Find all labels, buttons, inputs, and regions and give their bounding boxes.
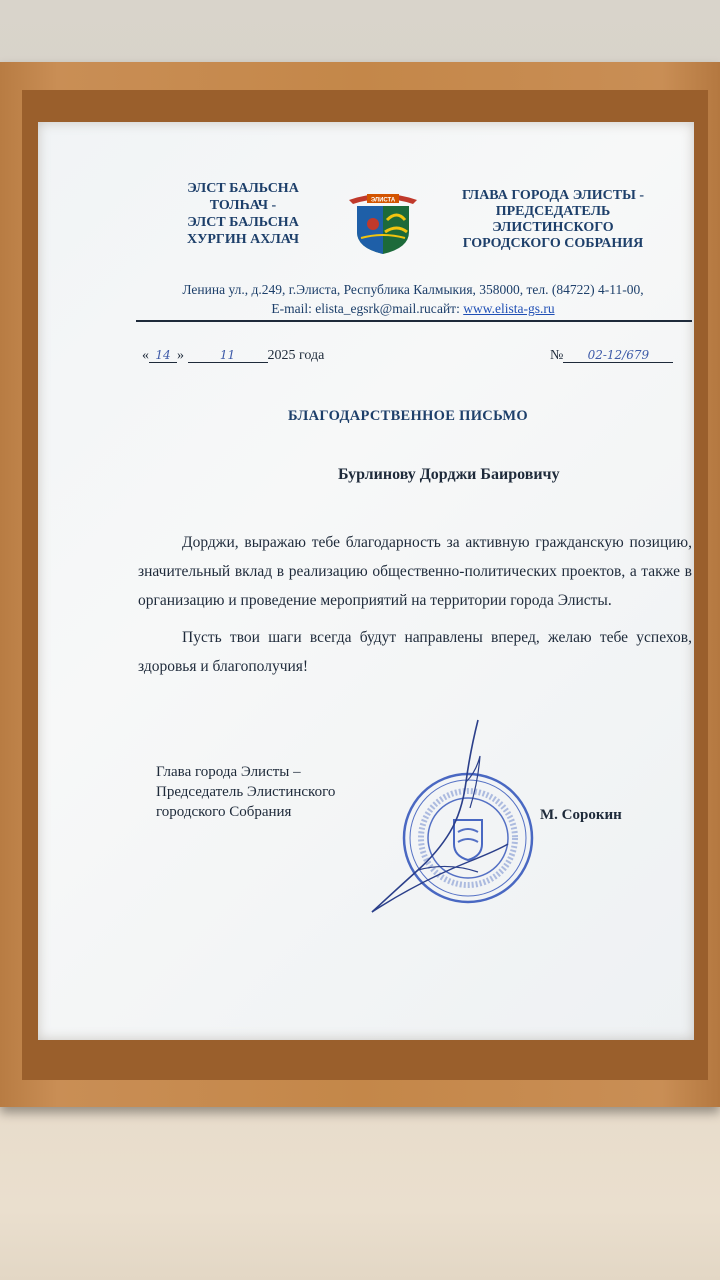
signatory-position [156, 762, 335, 822]
registration-number [550, 348, 673, 364]
signatory-line: Глава города Элисты – [156, 764, 301, 780]
regno-value: 02-12/679 [563, 348, 673, 363]
body-paragraph: Дорджи, выражаю тебе благодарность за активную гражданскую позицию, значительный вклад в реализацию общественно-политических проектов, а также в организацию и проведение мероприятий на территории города Элисты. [138, 534, 692, 609]
signatory-line: Председатель Элистинского [156, 784, 336, 800]
date-month: 11 [188, 348, 268, 363]
date-open-quote: « [142, 348, 149, 363]
addressee: Бурлинову Дорджи Баировичу [338, 466, 560, 483]
date-close-quote: » [177, 348, 184, 363]
handwritten-signature [358, 712, 518, 922]
contact-line [133, 299, 693, 318]
header-divider [136, 320, 692, 322]
crest-label: ЭЛИСТА [370, 197, 396, 204]
city-crest-logo [343, 186, 423, 256]
header-left-line: ЭЛСТ БАЛЬСНА [187, 181, 299, 196]
address-line: Ленина ул., д.249, г.Элиста, Республика Калмыкия, 358000, тел. (84722) 4-11-00, [182, 282, 644, 297]
letter-paper [38, 122, 694, 1040]
date-day: 14 [149, 348, 177, 363]
letter-body [138, 528, 692, 689]
header-russian-title [438, 188, 668, 252]
regno-prefix: № [550, 348, 564, 363]
date-year: 2025 года [267, 348, 325, 363]
signatory-line: городского Собрания [156, 804, 292, 820]
letter-title: БЛАГОДАРСТВЕННОЕ ПИСЬМО [288, 408, 528, 424]
header-left-line: ХУРГИН АХЛАЧ [186, 232, 300, 247]
header-left-line: ЭЛСТ БАЛЬСНА [187, 215, 299, 230]
header-right-line: ПРЕДСЕДАТЕЛЬ [495, 204, 611, 219]
header-left-line: ТОЛҺАЧ - [209, 198, 277, 213]
header-right-line: ГЛАВА ГОРОДА ЭЛИСТЫ - [461, 188, 645, 203]
body-paragraph: Пусть твои шаги всегда будут направлены вперед, желаю тебе успехов, здоровья и благополучия! [138, 629, 692, 675]
email-text: E-mail: elista_egsrk@mail.ruсайт: [271, 301, 464, 316]
address-block [133, 280, 693, 318]
website-link[interactable]: www.elista-gs.ru [463, 301, 555, 316]
header-right-line: ЭЛИСТИНСКОГО [492, 220, 614, 235]
letter-date [142, 348, 324, 364]
shelf-surface [0, 1105, 720, 1280]
header-kalmyk-title [168, 180, 318, 248]
header-right-line: ГОРОДСКОГО СОБРАНИЯ [462, 236, 644, 251]
signatory-name: М. Сорокин [540, 807, 622, 823]
